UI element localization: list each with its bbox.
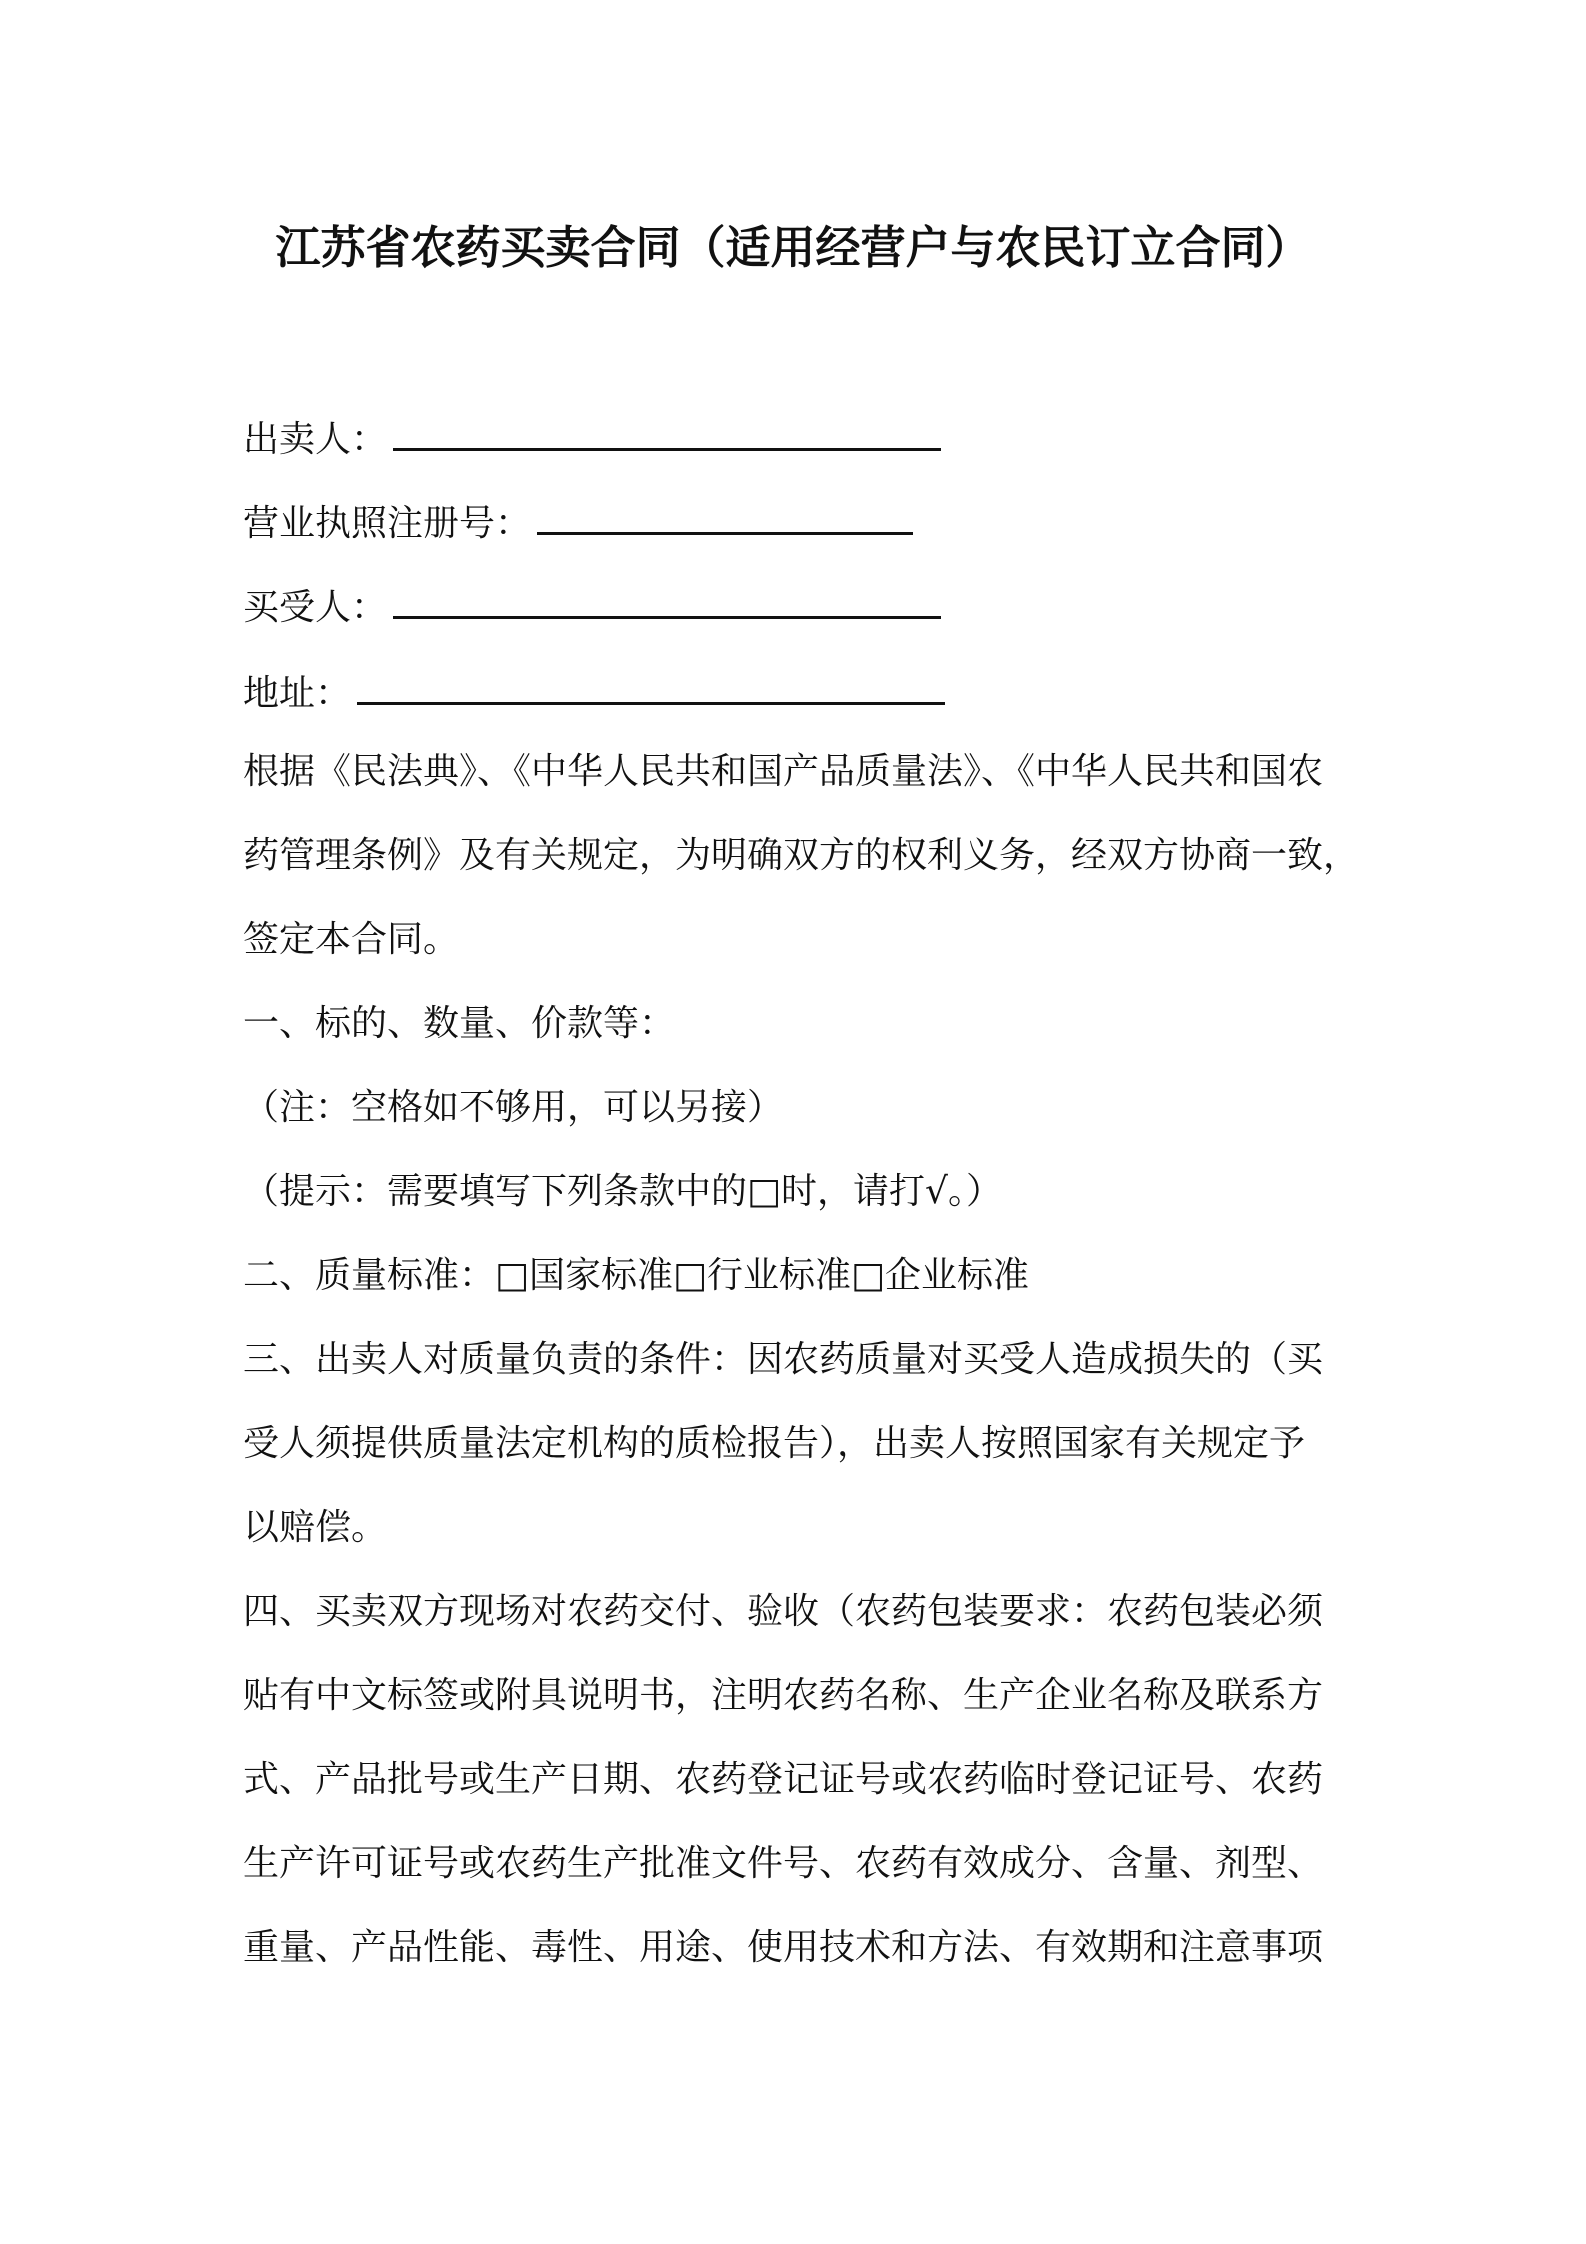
document-title: 江苏省农药买卖合同（适用经营户与农民订立合同）	[275, 221, 1311, 274]
preamble-paragraph	[243, 730, 1363, 982]
clause-3-line: 以赔偿。	[243, 1507, 388, 1548]
clause-3-line: 受人须提供质量法定机构的质检报告），出卖人按照国家有关规定予	[243, 1423, 1306, 1464]
preamble-line: 根据《民法典》、《中华人民共和国产品质量法》、《中华人民共和国农	[243, 751, 1324, 792]
note-2	[243, 1150, 1363, 1234]
clause-4-line: 式、产品批号或生产日期、农药登记证号或农药临时登记证号、农药	[243, 1759, 1324, 1800]
address-blank[interactable]	[357, 672, 945, 705]
clause-4	[243, 1570, 1363, 1990]
clause-1-text: 一、标的、数量、价款等：	[243, 1003, 676, 1044]
license-field	[243, 500, 913, 548]
buyer-blank[interactable]	[393, 586, 941, 619]
address-field	[243, 670, 945, 718]
clause-3	[243, 1318, 1363, 1570]
buyer-label: 买受人：	[243, 587, 388, 628]
buyer-field	[243, 584, 941, 632]
clause-4-line: 贴有中文标签或附具说明书，注明农药名称、生产企业名称及联系方	[243, 1675, 1324, 1716]
note-1-text: （注：空格如不够用，可以另接）	[243, 1087, 784, 1128]
seller-label: 出卖人：	[243, 419, 388, 460]
preamble-line: 药管理条例》及有关规定，为明确双方的权利义务，经双方协商一致，	[243, 835, 1360, 876]
clause-1	[243, 982, 1363, 1066]
license-label: 营业执照注册号：	[243, 503, 532, 544]
note-1	[243, 1066, 1363, 1150]
clause-3-line: 三、出卖人对质量负责的条件：因农药质量对买受人造成损失的（买	[243, 1339, 1324, 1380]
seller-blank[interactable]	[393, 418, 941, 451]
note-2-text: （提示：需要填写下列条款中的□时，请打√。）	[243, 1171, 1002, 1212]
clause-4-line: 重量、产品性能、毒性、用途、使用技术和方法、有效期和注意事项	[243, 1927, 1324, 1968]
seller-field	[243, 416, 941, 464]
clause-4-line: 生产许可证号或农药生产批准文件号、农药有效成分、含量、剂型、	[243, 1843, 1324, 1884]
preamble-line: 签定本合同。	[243, 919, 460, 960]
clause-2	[243, 1234, 1363, 1318]
clause-2-text: 二、质量标准：□国家标准□行业标准□企业标准	[243, 1255, 1030, 1296]
license-blank[interactable]	[537, 502, 913, 535]
clause-4-line: 四、买卖双方现场对农药交付、验收（农药包装要求：农药包装必须	[243, 1591, 1324, 1632]
address-label: 地址：	[243, 673, 352, 714]
